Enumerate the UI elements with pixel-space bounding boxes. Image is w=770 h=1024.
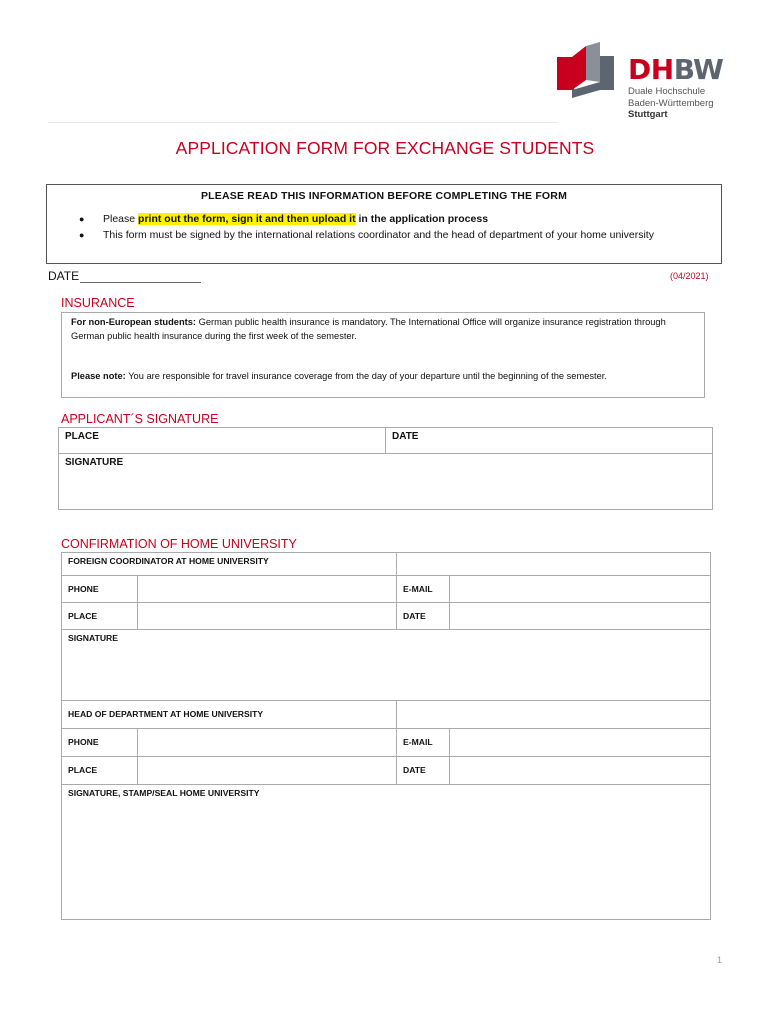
logo-line-2: Baden-Württemberg: [628, 97, 714, 109]
form-version: (04/2021): [670, 271, 709, 281]
insurance-box: [61, 312, 705, 398]
coordinator-signature-label: SIGNATURE: [68, 633, 118, 643]
head-email-label: E-MAIL: [403, 737, 433, 747]
applicant-place-label: PLACE: [65, 431, 99, 442]
applicant-signature-title: APPLICANT´S SIGNATURE: [61, 412, 219, 426]
head-date-field[interactable]: [449, 756, 711, 785]
bullet-1-text-end: in the application process: [355, 213, 489, 225]
info-box: [46, 184, 722, 264]
coordinator-date-label: DATE: [403, 611, 426, 621]
insurance-p1-label: For non-European students:: [71, 317, 196, 327]
insurance-p2-text: You are responsible for travel insurance coverage from the day of your departure until the beginning of the semester.: [125, 371, 607, 381]
dhbw-logo-mark: [556, 42, 618, 100]
coordinator-signature-field[interactable]: [61, 629, 711, 701]
head-phone-label-cell: [61, 728, 138, 757]
coordinator-phone-label: PHONE: [68, 584, 99, 594]
coordinator-date-field[interactable]: [449, 602, 711, 630]
coordinator-name-field[interactable]: [61, 552, 397, 576]
logo-subtitle: [628, 86, 714, 121]
applicant-date-field[interactable]: [385, 427, 713, 454]
insurance-paragraph-2: [71, 369, 695, 383]
logo-city: Stuttgart: [628, 109, 668, 120]
head-place-label-cell: [61, 756, 138, 785]
info-bullet-1: [79, 212, 654, 228]
applicant-place-field[interactable]: [58, 427, 386, 454]
coordinator-place-label: PLACE: [68, 611, 98, 621]
head-email-field[interactable]: [449, 728, 711, 757]
head-phone-label: PHONE: [68, 737, 99, 747]
bullet-1-highlight: print out the form, sign it and then upload it: [138, 213, 356, 225]
bullet-icon: ●: [79, 229, 85, 240]
coordinator-email-field[interactable]: [449, 575, 711, 603]
head-phone-field[interactable]: [137, 728, 397, 757]
insurance-title: INSURANCE: [61, 296, 135, 310]
head-email-label-cell: [396, 728, 450, 757]
coordinator-phone-field[interactable]: [137, 575, 397, 603]
logo-wordmark-bw: BW: [673, 53, 724, 86]
coordinator-label: FOREIGN COORDINATOR AT HOME UNIVERSITY: [68, 556, 269, 566]
bullet-1-text: Please: [103, 213, 139, 225]
coordinator-name-value[interactable]: [396, 552, 711, 576]
head-place-field[interactable]: [137, 756, 397, 785]
page-number: 1: [716, 955, 722, 965]
head-date-label-cell: [396, 756, 450, 785]
head-name-field[interactable]: [61, 700, 397, 729]
home-university-title: CONFIRMATION OF HOME UNIVERSITY: [61, 537, 297, 551]
head-of-department-label: HEAD OF DEPARTMENT AT HOME UNIVERSITY: [68, 709, 264, 719]
page-title: APPLICATION FORM FOR EXCHANGE STUDENTS: [175, 138, 595, 158]
info-bullets: [79, 212, 654, 243]
insurance-paragraph-1: [71, 315, 695, 343]
info-bullet-2: [79, 228, 654, 244]
coordinator-date-label-cell: [396, 602, 450, 630]
coordinator-email-label-cell: [396, 575, 450, 603]
logo-wordmark-dh: DH: [628, 53, 674, 86]
head-place-label: PLACE: [68, 765, 98, 775]
bullet-icon: ●: [79, 214, 85, 224]
head-signature-stamp-field[interactable]: [61, 784, 711, 920]
coordinator-place-field[interactable]: [137, 602, 397, 630]
coordinator-phone-label-cell: [61, 575, 138, 603]
applicant-signature-label: SIGNATURE: [65, 457, 124, 468]
coordinator-place-label-cell: [61, 602, 138, 630]
header-divider: [48, 122, 558, 123]
date-label: DATE: [48, 269, 80, 283]
applicant-signature-field[interactable]: [58, 453, 713, 510]
applicant-date-label: DATE: [392, 431, 419, 442]
insurance-p1-text: German public health insurance is mandatory. The International Office will organize insurance registration through German public health insurance during the first week of the semester.: [71, 317, 666, 341]
bullet-2-text: This form must be signed by the international relations coordinator and the head of department of your home university: [103, 228, 654, 241]
coordinator-email-label: E-MAIL: [403, 584, 433, 594]
head-signature-stamp-label: SIGNATURE, STAMP/SEAL HOME UNIVERSITY: [68, 788, 260, 798]
info-heading: PLEASE READ THIS INFORMATION BEFORE COMPLETING THE FORM: [200, 190, 568, 202]
head-date-label: DATE: [403, 765, 426, 775]
logo-wordmark: [628, 55, 723, 85]
date-field-line[interactable]: [80, 282, 201, 283]
logo-line-1: Duale Hochschule: [628, 86, 706, 97]
head-name-value[interactable]: [396, 700, 711, 729]
insurance-p2-label: Please note:: [71, 371, 126, 381]
